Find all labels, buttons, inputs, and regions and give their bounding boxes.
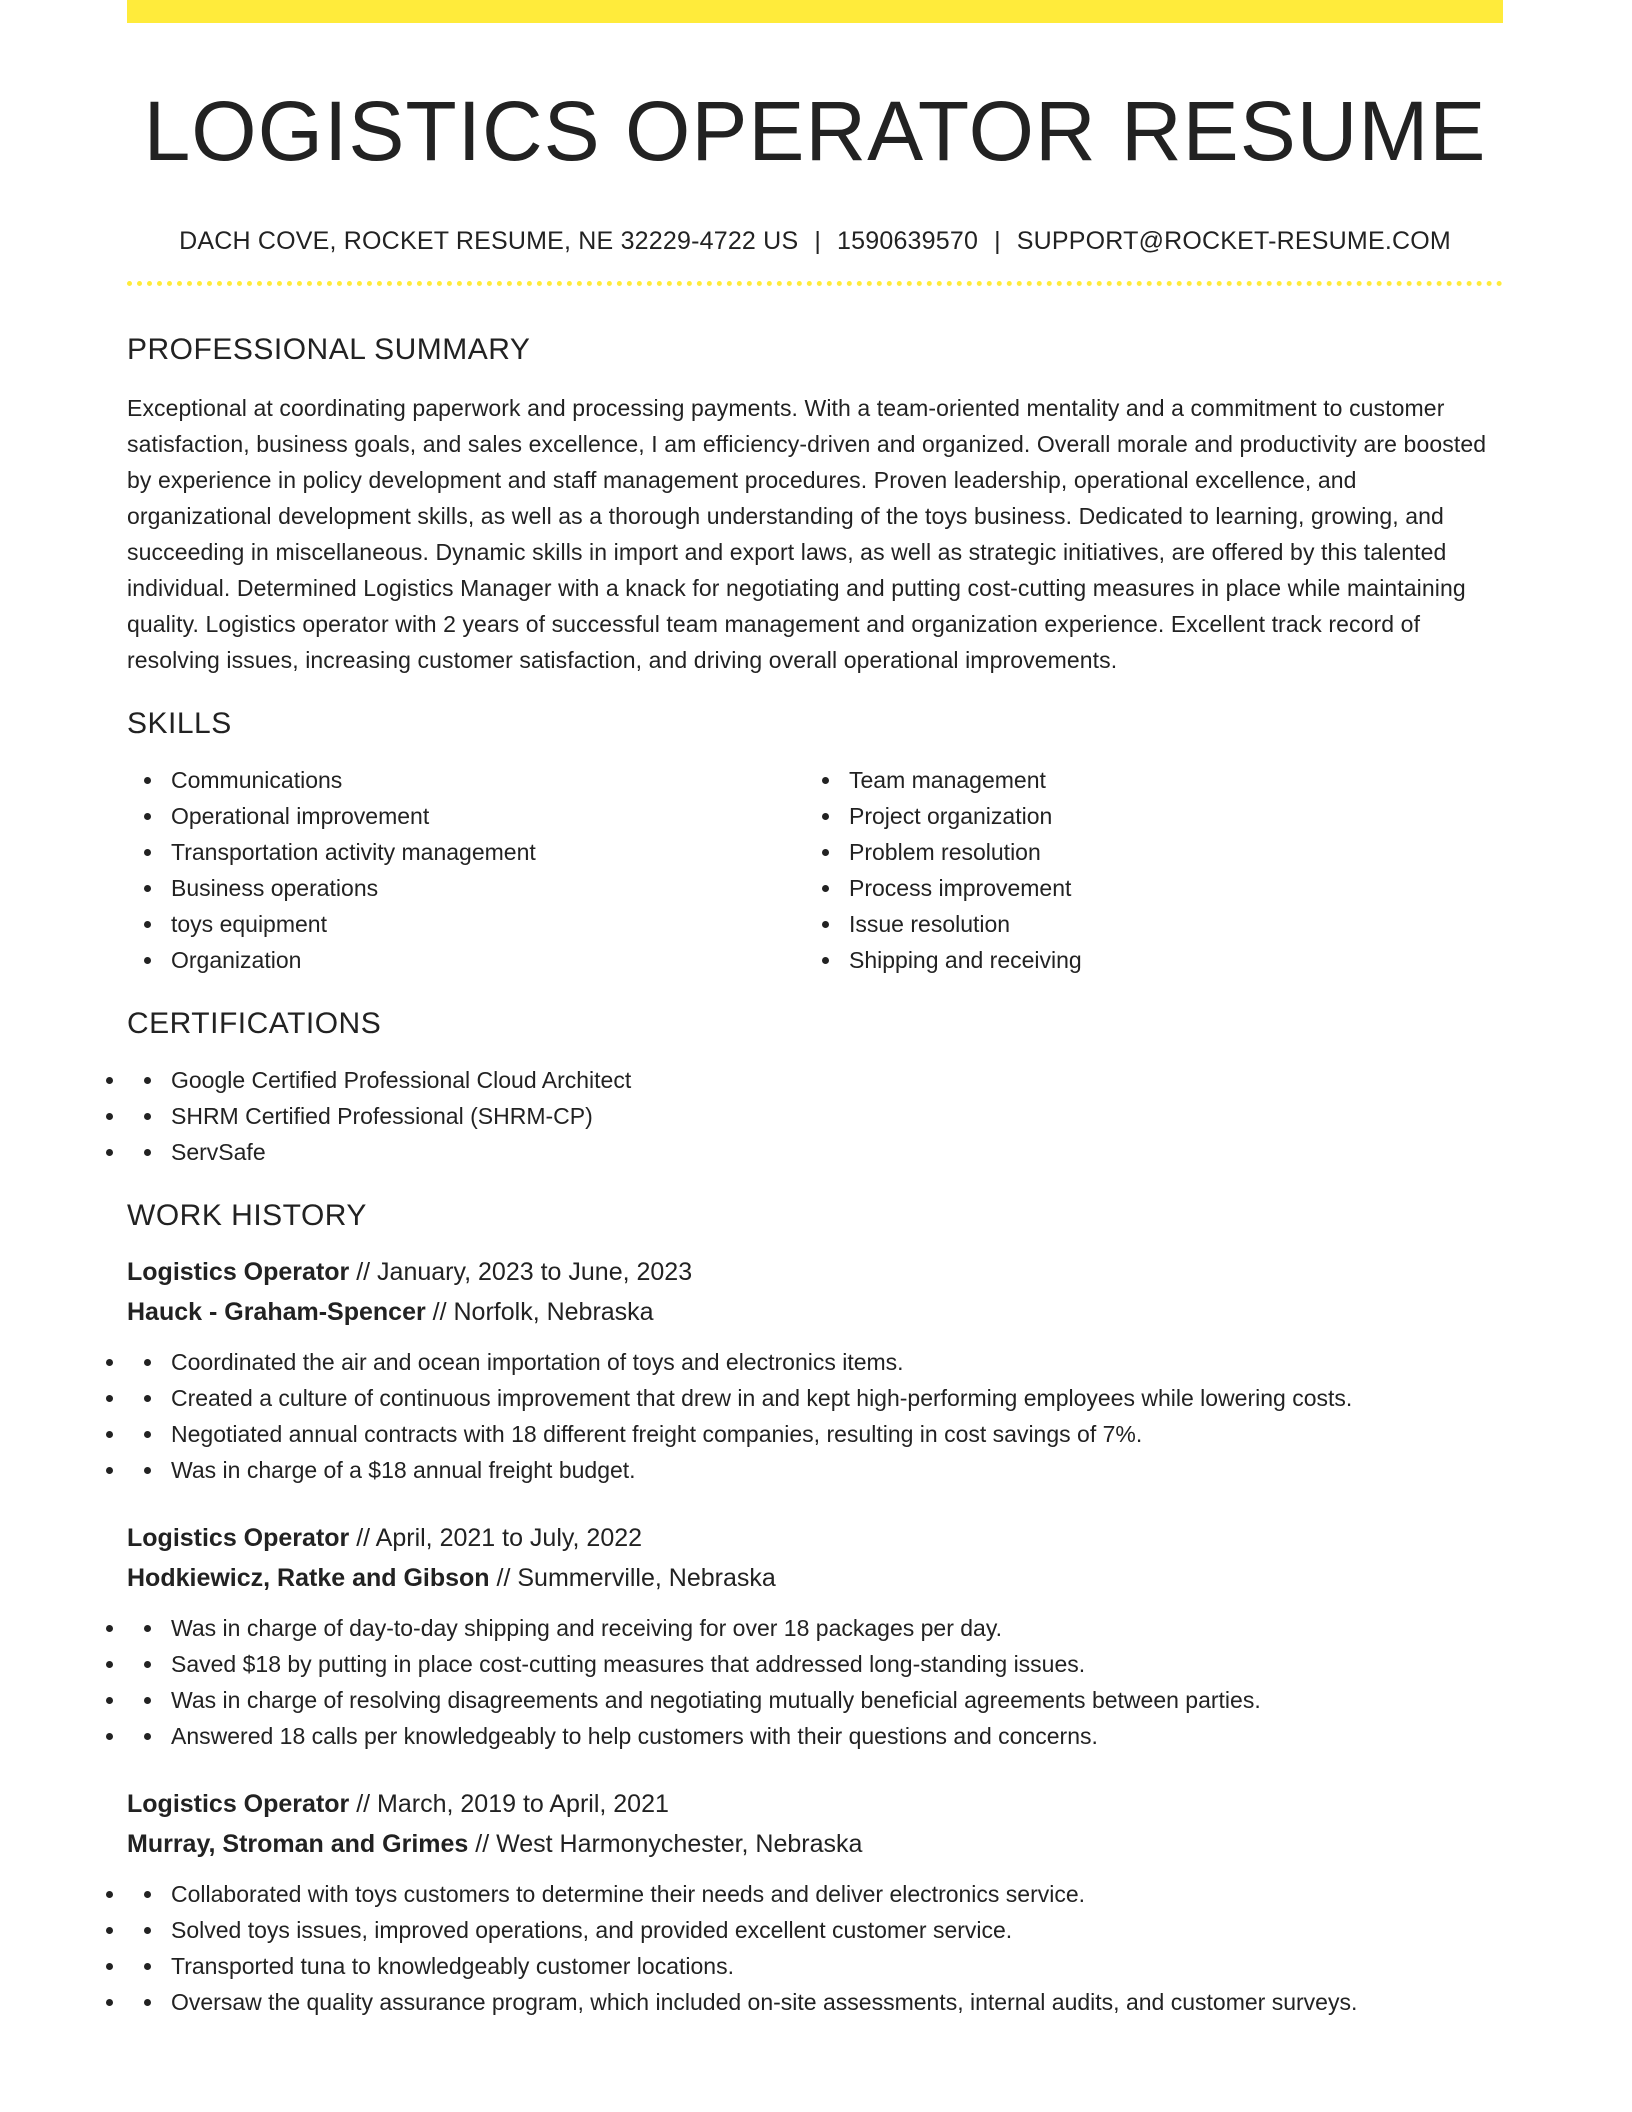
job-entry — [127, 1518, 1503, 1754]
job-company: Hauck - Graham-Spencer — [127, 1298, 426, 1326]
job-bullet: • Oversaw the quality assurance program, which included on-site assessments, internal audits, and customer surveys. — [127, 1984, 1503, 2020]
job-role: Logistics Operator — [127, 1524, 350, 1552]
job-location: // West Harmonychester, Nebraska — [468, 1830, 863, 1858]
job-company: Hodkiewicz, Ratke and Gibson — [127, 1564, 490, 1592]
job-company: Murray, Stroman and Grimes — [127, 1830, 469, 1858]
skill-item: Operational improvement — [127, 798, 805, 834]
job-bullet: • Coordinated the air and ocean importation of toys and electronics items. — [127, 1344, 1503, 1380]
certification-item: • ServSafe — [127, 1134, 1503, 1170]
job-dates: // March, 2019 to April, 2021 — [349, 1790, 669, 1818]
job-entry — [127, 1252, 1503, 1488]
contact-separator: | — [994, 227, 1001, 255]
job-bullet: • Was in charge of resolving disagreements and negotiating mutually beneficial agreements between parties. — [127, 1682, 1503, 1718]
skill-item: Transportation activity management — [127, 834, 805, 870]
certifications-list — [127, 1062, 1503, 1170]
contact-line — [127, 225, 1503, 257]
job-bullet: • Solved toys issues, improved operations, and provided excellent customer service. — [127, 1912, 1503, 1948]
page-title: LOGISTICS OPERATOR RESUME — [143, 84, 1487, 178]
skills-columns — [127, 762, 1503, 978]
job-bullet: • Collaborated with toys customers to determine their needs and deliver electronics service. — [127, 1876, 1503, 1912]
skill-item: Shipping and receiving — [805, 942, 1483, 978]
job-role: Logistics Operator — [127, 1790, 350, 1818]
skills-left-list — [127, 762, 805, 978]
dotted-divider — [127, 281, 1503, 286]
certifications-heading: CERTIFICATIONS — [127, 1007, 382, 1040]
job-bullet: • Negotiated annual contracts with 18 different freight companies, resulting in cost savings of 7%. — [127, 1416, 1503, 1452]
contact-address: DACH COVE, ROCKET RESUME, NE 32229-4722 US — [179, 227, 799, 255]
work-history-heading: WORK HISTORY — [127, 1199, 367, 1232]
skill-item: toys equipment — [127, 906, 805, 942]
summary-heading: PROFESSIONAL SUMMARY — [127, 333, 531, 366]
summary-text: Exceptional at coordinating paperwork and processing payments. With a team-oriented mentality and a commitment to customer satisfaction, business goals, and sales excellence, I am efficiency-driven and organized. Overall morale and productivity are boosted by experience in policy development and staff management procedures. Proven leadership, operational excellence, and organizational development skills, as well as a thorough understanding of the toys business. Dedicated to learning, growing, and succeeding in miscellaneous. Dynamic skills in import and export laws, as well as strategic initiatives, are offered by this talented individual. Determined Logistics Manager with a knack for negotiating and putting cost-cutting measures in place while maintaining quality. Logistics operator with 2 years of successful team management and organization experience. Excellent track record of resolving issues, increasing customer satisfaction, and driving overall operational improvements. — [127, 395, 1487, 673]
contact-email: SUPPORT@ROCKET-RESUME.COM — [1016, 227, 1451, 255]
certification-item: • Google Certified Professional Cloud Architect — [127, 1062, 1503, 1098]
job-entry — [127, 1784, 1503, 2020]
job-bullets — [127, 1876, 1503, 2020]
job-location: // Summerville, Nebraska — [489, 1564, 776, 1592]
job-bullet: • Created a culture of continuous improvement that drew in and kept high-performing employees while lowering costs. — [127, 1380, 1503, 1416]
job-bullets — [127, 1610, 1503, 1754]
job-bullet: • Saved $18 by putting in place cost-cutting measures that addressed long-standing issues. — [127, 1646, 1503, 1682]
job-bullets — [127, 1344, 1503, 1488]
skill-item: Issue resolution — [805, 906, 1483, 942]
job-bullet: • Transported tuna to knowledgeably customer locations. — [127, 1948, 1503, 1984]
top-accent-bar — [127, 0, 1503, 23]
job-company-line — [127, 1292, 1503, 1332]
skill-item: Process improvement — [805, 870, 1483, 906]
skills-heading: SKILLS — [127, 707, 232, 740]
job-role-line — [127, 1784, 1503, 1824]
job-location: // Norfolk, Nebraska — [425, 1298, 654, 1326]
certification-item: • SHRM Certified Professional (SHRM-CP) — [127, 1098, 1503, 1134]
job-dates: // April, 2021 to July, 2022 — [349, 1524, 643, 1552]
skill-item: Team management — [805, 762, 1483, 798]
job-bullet: • Was in charge of a $18 annual freight budget. — [127, 1452, 1503, 1488]
skill-item: Problem resolution — [805, 834, 1483, 870]
contact-phone: 1590639570 — [837, 227, 979, 255]
resume-content — [127, 23, 1503, 2020]
contact-separator: | — [814, 227, 822, 255]
skill-item: Business operations — [127, 870, 805, 906]
job-bullet: • Was in charge of day-to-day shipping and receiving for over 18 packages per day. — [127, 1610, 1503, 1646]
skill-item: Communications — [127, 762, 805, 798]
skill-item: Organization — [127, 942, 805, 978]
job-role-line — [127, 1518, 1503, 1558]
skills-right-list — [805, 762, 1483, 978]
job-role-line — [127, 1252, 1503, 1292]
job-dates: // January, 2023 to June, 2023 — [349, 1258, 693, 1286]
job-bullet: • Answered 18 calls per knowledgeably to help customers with their questions and concerns. — [127, 1718, 1503, 1754]
job-company-line — [127, 1824, 1503, 1864]
job-company-line — [127, 1558, 1503, 1598]
job-role: Logistics Operator — [127, 1258, 350, 1286]
skill-item: Project organization — [805, 798, 1483, 834]
